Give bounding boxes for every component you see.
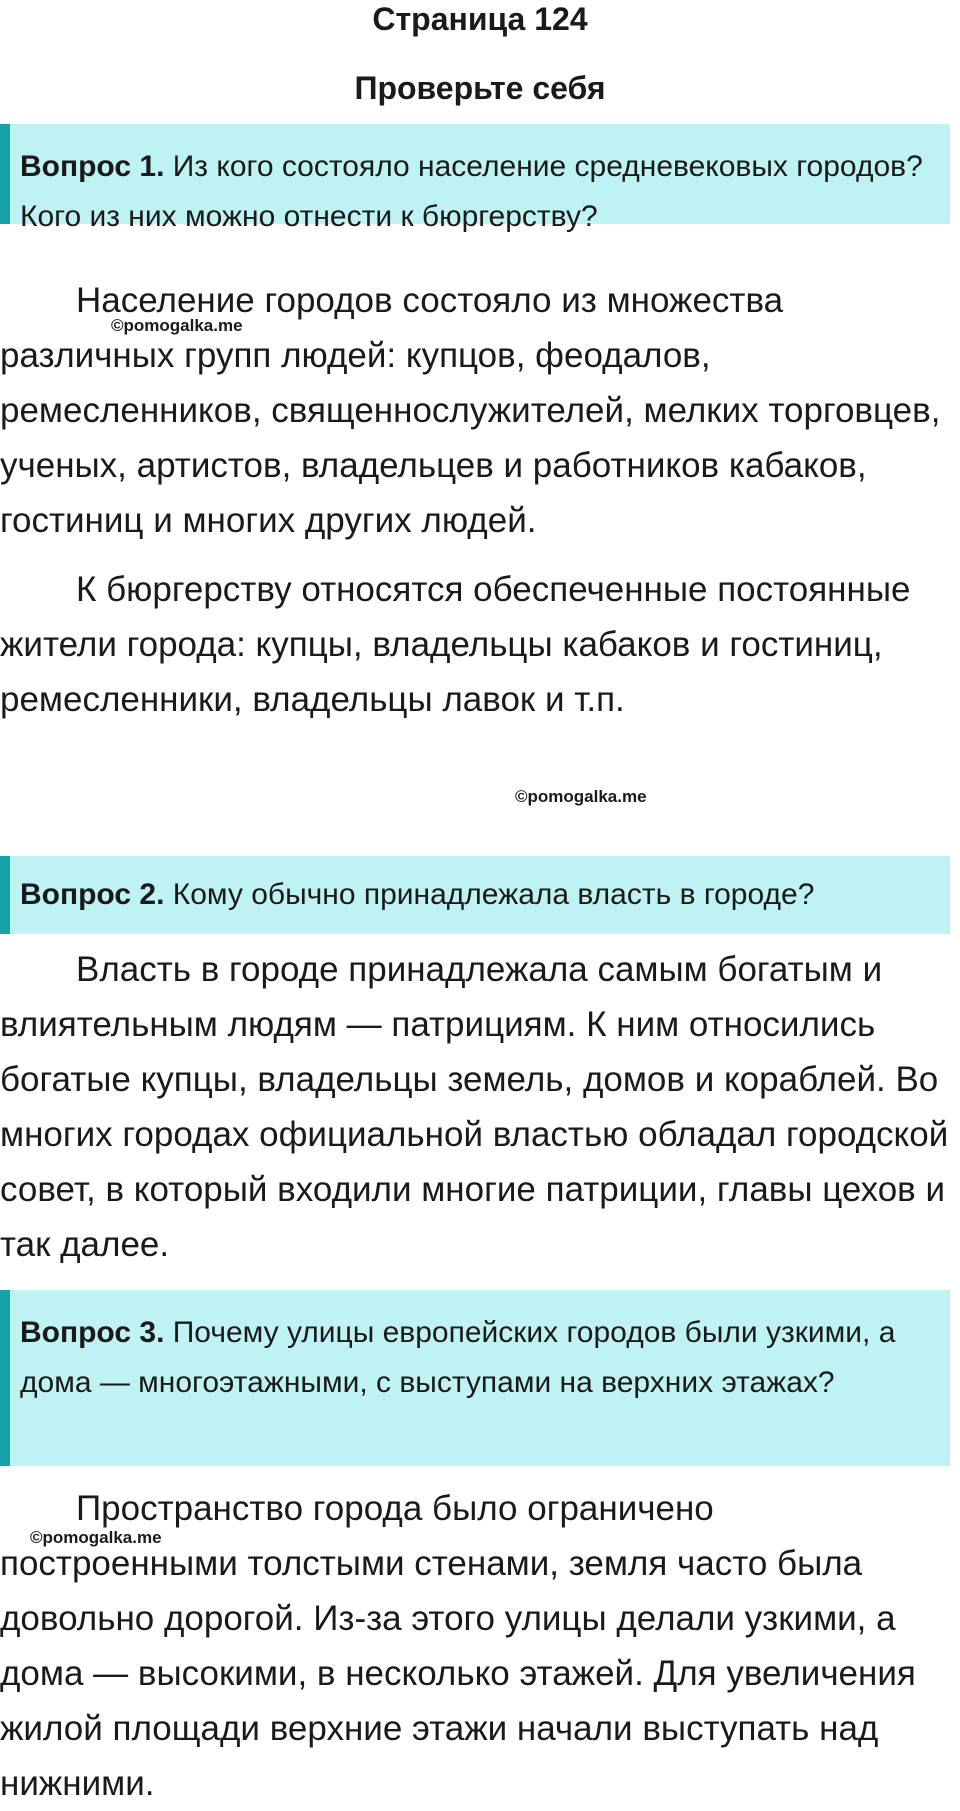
watermark: ©pomogalka.me (111, 316, 243, 335)
question-label: Вопрос 3. (20, 1316, 165, 1349)
answer-paragraph: Пространство города было ограничено построенными толстыми стенами, земля часто была довольно дорогой. Из-за этого улицы делали узкими, а дома — высокими, в несколько этажей. Для увеличения жилой площади верхние этажи начали выступать над нижними. (0, 1489, 916, 1803)
question-text: Кому обычно принадлежала власть в городе? (164, 878, 815, 911)
answer-2 (0, 942, 955, 1272)
question-text: Почему улицы европейских городов были узкими, а дома — многоэтажными, с выступами на верхних этажах? (20, 1316, 896, 1399)
section-title: Проверьте себя (354, 70, 606, 106)
answer-1 (0, 273, 955, 727)
page-title: Страница 124 (372, 1, 588, 37)
question-label: Вопрос 2. (20, 878, 165, 911)
watermark: ©pomogalka.me (30, 1528, 162, 1547)
question-box-2 (0, 856, 950, 934)
answer-paragraph: К бюргерству относятся обеспеченные постоянные жители города: купцы, владельцы кабаков и гостиниц, ремесленники, владельцы лавок и т.п. (0, 570, 911, 719)
question-label: Вопрос 1. (20, 150, 165, 183)
question-box-1 (0, 124, 950, 233)
watermark: ©pomogalka.me (515, 787, 647, 806)
question-box-3 (0, 1290, 950, 1466)
answer-paragraph: Власть в городе принадлежала самым богатым и влиятельным людям — патрициям. К ним относились богатые купцы, владельцы земель, домов и кораблей. Во многих городах официальной властью обладал городской совет, в который входили многие патриции, главы цехов и так далее. (0, 950, 949, 1264)
answer-paragraph: Население городов состояло из множества различных групп людей: купцов, феодалов, ремесленников, священнослужителей, мелких торговцев, ученых, артистов, владельцев и работников кабаков, гостиниц и многих других людей. (0, 281, 941, 540)
question-text: Из кого состояло население средневековых городов? Кого из них можно отнести к бюргерству? (20, 150, 923, 233)
